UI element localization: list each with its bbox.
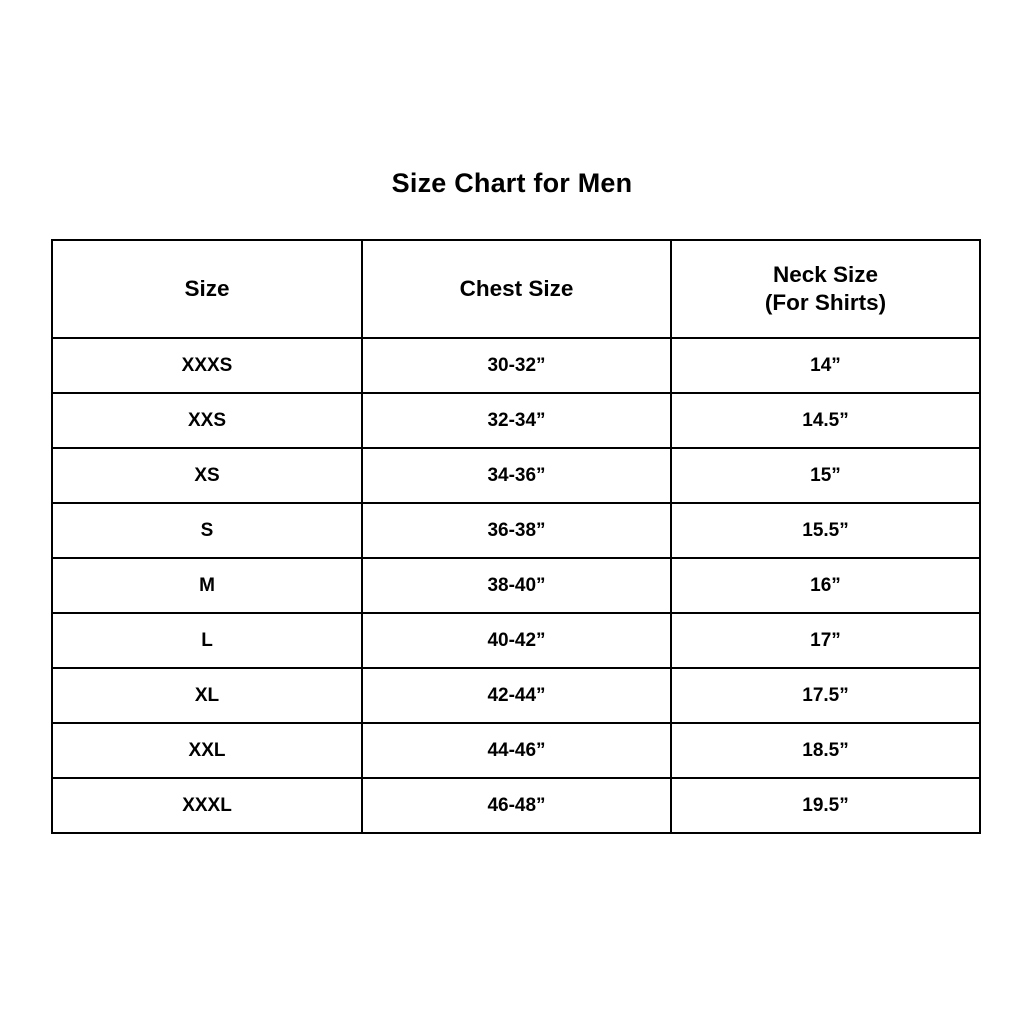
column-header-size: Size	[52, 240, 362, 338]
page-title: Size Chart for Men	[391, 168, 633, 198]
table-row	[52, 558, 980, 613]
cell-chest: 32-34”	[362, 393, 671, 448]
table-header	[52, 240, 980, 338]
column-header-neck-size-line2: (For Shirts)	[764, 290, 887, 315]
cell-chest: 30-32”	[362, 338, 671, 393]
cell-neck: 15.5”	[671, 503, 980, 558]
table-row	[52, 338, 980, 393]
cell-neck: 14.5”	[671, 393, 980, 448]
table-body	[52, 338, 980, 833]
cell-size: XXS	[52, 393, 362, 448]
table-header-row	[52, 240, 980, 338]
cell-size: XS	[52, 448, 362, 503]
column-header-chest-size: Chest Size	[362, 240, 671, 338]
cell-chest: 44-46”	[362, 723, 671, 778]
column-header-neck-size	[671, 240, 980, 338]
cell-chest: 38-40”	[362, 558, 671, 613]
cell-neck: 18.5”	[671, 723, 980, 778]
cell-chest: 36-38”	[362, 503, 671, 558]
cell-size: S	[52, 503, 362, 558]
table-row	[52, 613, 980, 668]
cell-neck: 14”	[671, 338, 980, 393]
cell-size: XXXL	[52, 778, 362, 833]
cell-chest: 46-48”	[362, 778, 671, 833]
column-header-neck-size-line1: Neck Size	[772, 261, 879, 287]
cell-neck: 19.5”	[671, 778, 980, 833]
table-row	[52, 448, 980, 503]
table-row	[52, 778, 980, 833]
cell-size: M	[52, 558, 362, 613]
cell-size: XXL	[52, 723, 362, 778]
cell-size: XL	[52, 668, 362, 723]
table-row	[52, 723, 980, 778]
cell-chest: 40-42”	[362, 613, 671, 668]
cell-neck: 15”	[671, 448, 980, 503]
cell-neck: 17.5”	[671, 668, 980, 723]
table-row	[52, 393, 980, 448]
cell-chest: 42-44”	[362, 668, 671, 723]
cell-size: L	[52, 613, 362, 668]
table-row	[52, 668, 980, 723]
cell-neck: 16”	[671, 558, 980, 613]
cell-neck: 17”	[671, 613, 980, 668]
cell-chest: 34-36”	[362, 448, 671, 503]
size-chart-table	[51, 239, 981, 834]
table-row	[52, 503, 980, 558]
cell-size: XXXS	[52, 338, 362, 393]
